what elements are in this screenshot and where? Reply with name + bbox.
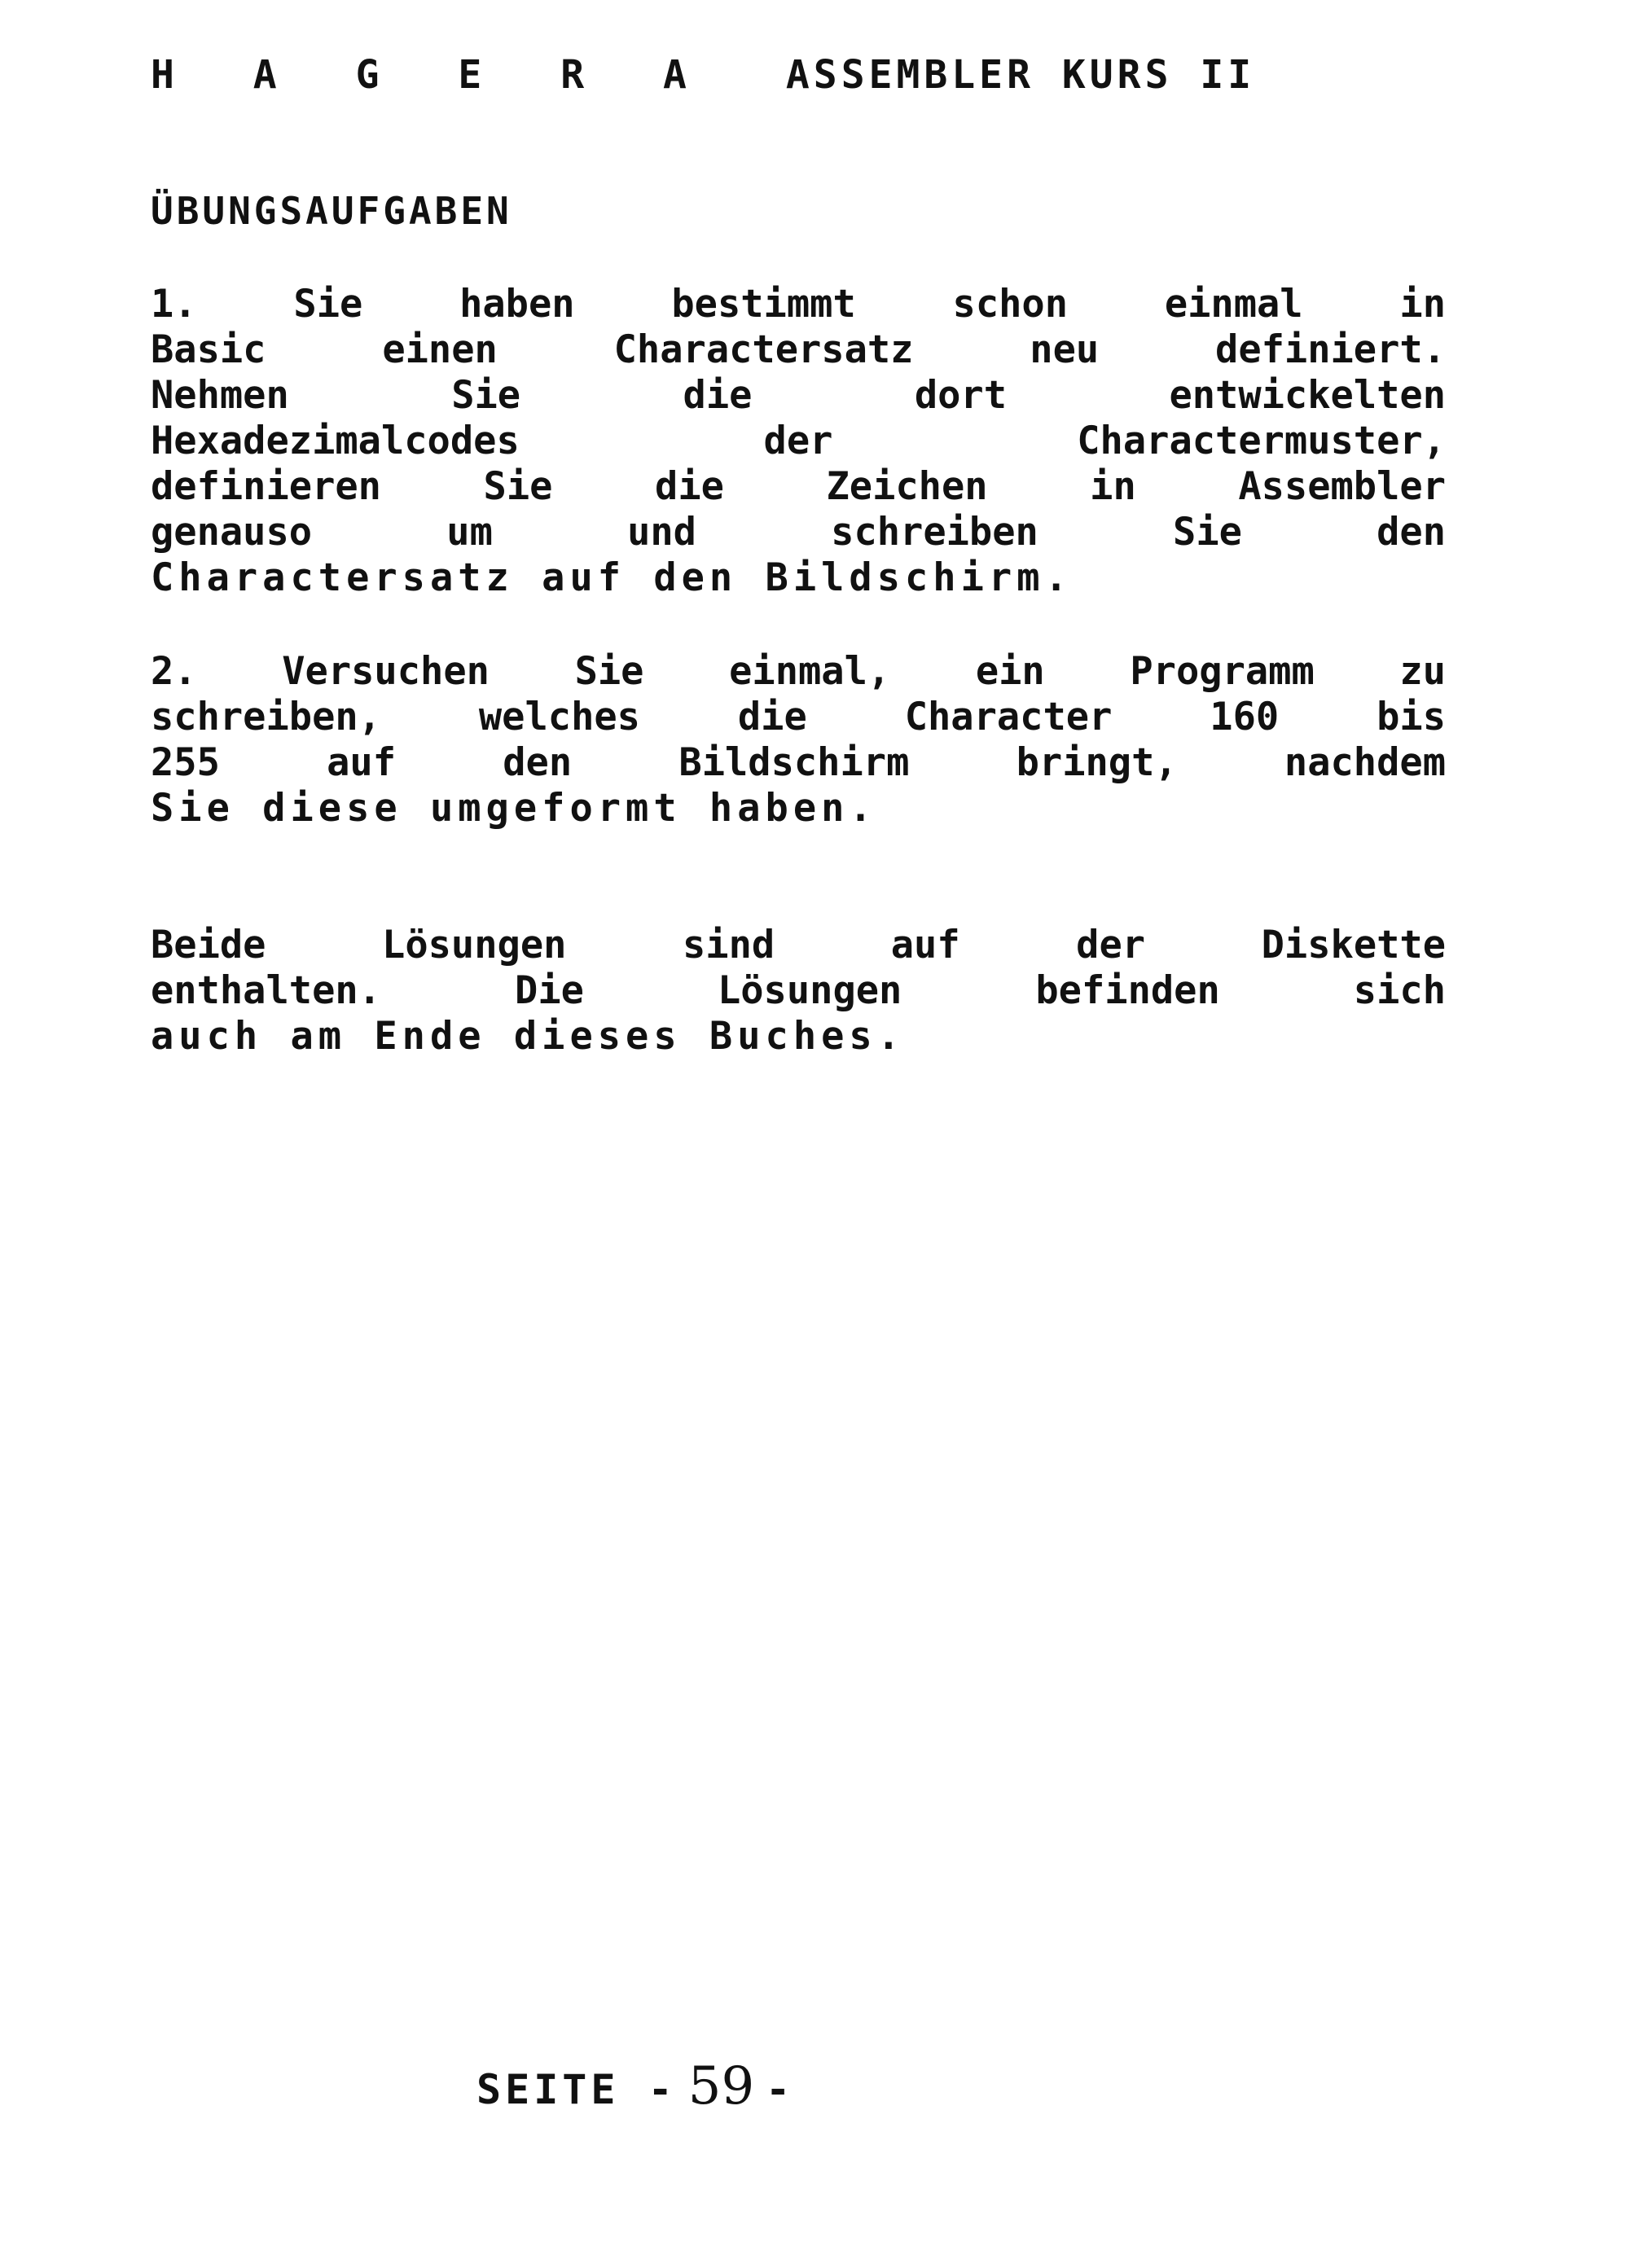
paragraph-line: Beide Lösungen sind auf der Diskette bbox=[151, 923, 1446, 967]
exercise-1-paragraph bbox=[151, 282, 1446, 601]
solutions-note-paragraph bbox=[151, 923, 1446, 1059]
paragraph-line: Basic einen Charactersatz neu definiert. bbox=[151, 327, 1446, 372]
paragraph-line: genauso um und schreiben Sie den bbox=[151, 510, 1446, 555]
paragraph-line: enthalten. Die Lösungen befinden sich bbox=[151, 968, 1446, 1013]
paragraph-line: Hexadezimalcodes der Charactermuster, bbox=[151, 419, 1446, 463]
paragraph-line: auch am Ende dieses Buches. bbox=[151, 1014, 906, 1059]
header-brand: H A G E R A bbox=[151, 52, 714, 98]
page-number: 59 bbox=[687, 2056, 755, 2117]
footer-suffix: - bbox=[766, 2066, 795, 2113]
paragraph-line: Charactersatz auf den Bildschirm. bbox=[151, 555, 1073, 600]
header-course-title: ASSEMBLER KURS II bbox=[785, 52, 1256, 98]
page-footer bbox=[476, 2056, 794, 2117]
paragraph-line: definieren Sie die Zeichen in Assembler bbox=[151, 464, 1446, 509]
section-heading: ÜBUNGSAUFGABEN bbox=[151, 189, 512, 233]
paragraph-line: 2. Versuchen Sie einmal, ein Programm zu bbox=[151, 649, 1446, 694]
paragraph-line: Nehmen Sie die dort entwickelten bbox=[151, 373, 1446, 418]
paragraph-line: 1. Sie haben bestimmt schon einmal in bbox=[151, 282, 1446, 327]
footer-prefix: SEITE - bbox=[476, 2066, 677, 2113]
paragraph-line: schreiben, welches die Character 160 bis bbox=[151, 695, 1446, 739]
page-header bbox=[151, 50, 1255, 99]
exercise-2-paragraph bbox=[151, 649, 1446, 831]
paragraph-line: Sie diese umgeformt haben. bbox=[151, 786, 877, 831]
paragraph-line: 255 auf den Bildschirm bringt, nachdem bbox=[151, 740, 1446, 785]
